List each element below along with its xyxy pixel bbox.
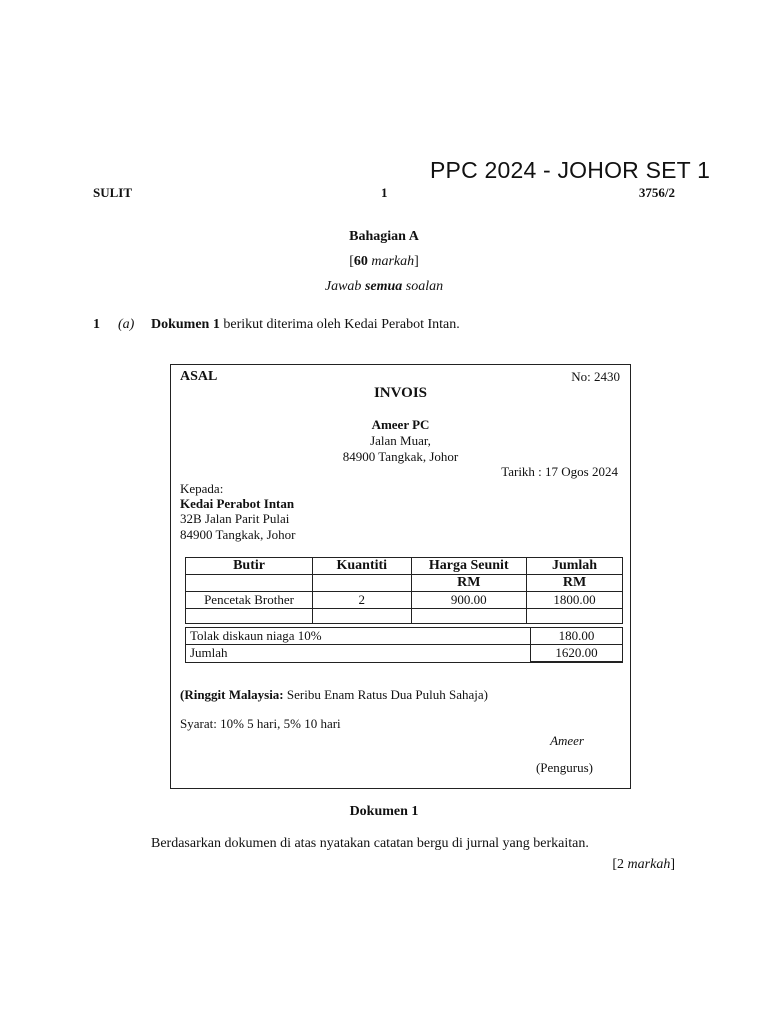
table-row xyxy=(186,592,623,609)
discount-value: 180.00 xyxy=(531,628,623,645)
invoice-date: Tarikh : 17 Ogos 2024 xyxy=(501,464,618,479)
question-marks-word: markah xyxy=(627,857,671,872)
section-instruction xyxy=(0,279,768,295)
instruction-word-3: soalan xyxy=(405,279,444,294)
question-number: 1 xyxy=(93,317,100,332)
header-jumlah: Jumlah xyxy=(527,558,623,575)
question-body: berikut diterima oleh Kedai Perabot Intan. xyxy=(223,317,460,332)
question-marks: [2 markah] xyxy=(612,857,675,872)
invoice-number: No: 2430 xyxy=(571,369,620,384)
table-header-row xyxy=(186,558,623,575)
sender-address-line-1: Jalan Muar, xyxy=(370,433,431,448)
invoice-document xyxy=(170,364,631,789)
unit-jumlah: RM xyxy=(527,575,623,592)
invoice-title: INVOIS xyxy=(373,385,428,401)
header-sulit: SULIT xyxy=(93,185,133,200)
header-harga-seunit: Harga Seunit xyxy=(411,558,527,575)
header-page-number: 1 xyxy=(381,185,388,200)
section-title: Bahagian A xyxy=(349,229,419,244)
section-marks: [60 markah] xyxy=(349,254,419,269)
question-text xyxy=(151,317,460,333)
item-description: Pencetak Brother xyxy=(186,592,313,609)
blank-cell xyxy=(313,609,411,624)
header-paper-code: 3756/2 xyxy=(638,185,675,200)
table-row-blank xyxy=(186,609,623,624)
discount-label: Tolak diskaun niaga 10% xyxy=(186,628,531,645)
table-units-row xyxy=(186,575,623,592)
recipient-name: Kedai Perabot Intan xyxy=(180,496,295,511)
blank-cell xyxy=(527,609,623,624)
section-marks-number: 60 xyxy=(353,254,368,269)
question-marks-number: 2 xyxy=(617,857,625,872)
item-total: 1800.00 xyxy=(527,592,623,609)
signatory-title: (Pengurus) xyxy=(535,760,593,775)
header-kuantiti: Kuantiti xyxy=(313,558,411,575)
amount-in-words xyxy=(180,687,488,703)
instruction-word-1: Jawab xyxy=(324,279,362,294)
blank-cell xyxy=(186,609,313,624)
question-doc-ref: Dokumen 1 xyxy=(151,317,220,332)
paper-set-title: PPC 2024 - JOHOR SET 1 xyxy=(430,157,711,183)
recipient-address-line-2: 84900 Tangkak, Johor xyxy=(180,527,296,542)
total-row xyxy=(186,645,623,663)
document-caption: Dokumen 1 xyxy=(349,804,419,819)
instruction-word-2: semua xyxy=(364,279,403,294)
sender-name: Ameer PC xyxy=(371,417,430,432)
item-quantity: 2 xyxy=(313,592,411,609)
header-butir: Butir xyxy=(186,558,313,575)
amount-in-words-label: (Ringgit Malaysia: xyxy=(180,687,284,702)
recipient-label: Kepada: xyxy=(180,481,224,496)
invoice-copy-label: ASAL xyxy=(180,369,218,384)
sender-address-line-2: 84900 Tangkak, Johor xyxy=(342,449,459,464)
recipient-address-line-1: 32B Jalan Parit Pulai xyxy=(180,511,290,526)
payment-terms: Syarat: 10% 5 hari, 5% 10 hari xyxy=(180,716,341,731)
total-value: 1620.00 xyxy=(531,645,623,663)
amount-in-words-text: Seribu Enam Ratus Dua Puluh Sahaja) xyxy=(286,687,488,702)
signature: Ameer xyxy=(550,733,584,748)
invoice-summary-table xyxy=(185,627,623,663)
question-part: (a) xyxy=(118,317,135,332)
section-marks-word: markah xyxy=(371,254,415,269)
unit-harga: RM xyxy=(411,575,527,592)
question-instruction: Berdasarkan dokumen di atas nyatakan catatan bergu di jurnal yang berkaitan. xyxy=(151,836,589,851)
total-label: Jumlah xyxy=(186,645,531,663)
unit-kuantiti xyxy=(313,575,411,592)
item-unit-price: 900.00 xyxy=(411,592,527,609)
invoice-items-table xyxy=(185,557,623,624)
unit-butir xyxy=(186,575,313,592)
discount-row xyxy=(186,628,623,645)
blank-cell xyxy=(411,609,527,624)
